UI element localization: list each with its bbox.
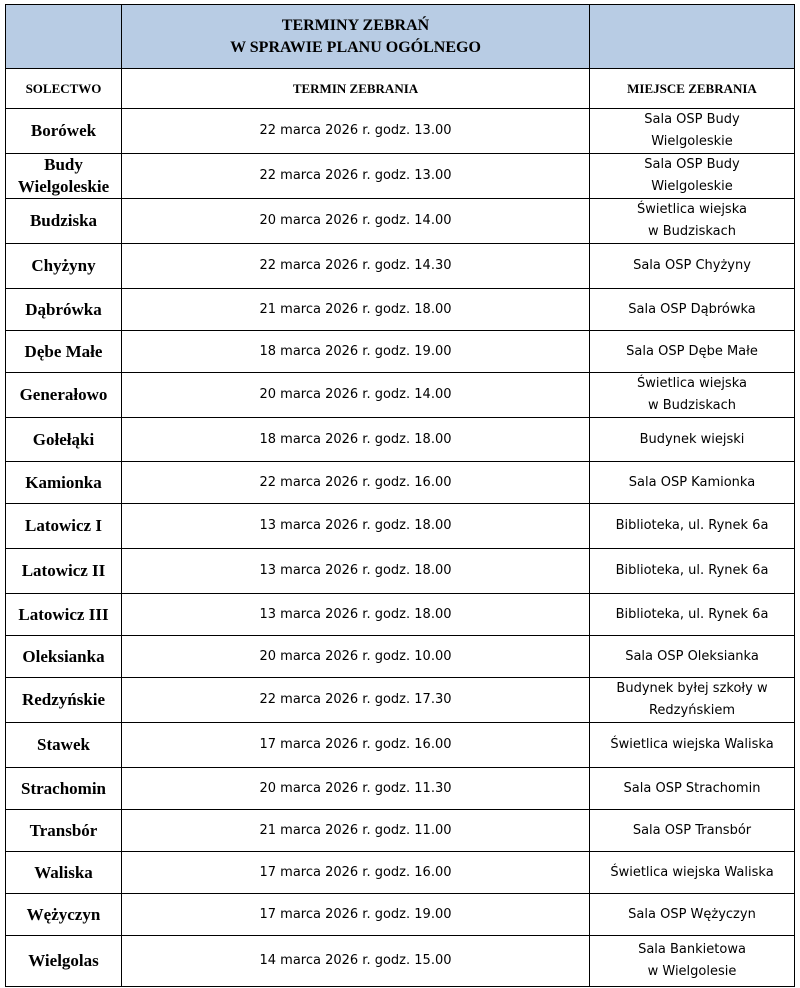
column-header-solectwo: SOLECTWO	[6, 69, 122, 109]
table-row	[6, 894, 795, 936]
termin-cell: 21 marca 2026 r. godz. 11.00	[122, 810, 590, 852]
table-row	[6, 549, 795, 594]
solectwo-cell	[6, 594, 122, 636]
table-row	[6, 936, 795, 987]
solectwo-name-line: Wielgoleskie	[17, 177, 110, 196]
column-header-row	[6, 69, 795, 109]
termin-cell: 20 marca 2026 r. godz. 14.00	[122, 373, 590, 418]
table-row	[6, 504, 795, 549]
miejsce-line: Świetlica wiejska	[637, 202, 747, 217]
termin-cell: 13 marca 2026 r. godz. 18.00	[122, 549, 590, 594]
miejsce-cell	[590, 418, 795, 462]
table-row	[6, 199, 795, 244]
termin-cell: 22 marca 2026 r. godz. 13.00	[122, 154, 590, 199]
solectwo-cell	[6, 504, 122, 549]
solectwo-cell	[6, 894, 122, 936]
solectwo-cell	[6, 636, 122, 678]
solectwo-cell	[6, 936, 122, 987]
solectwo-name: Oleksianka	[22, 646, 105, 666]
table-row	[6, 418, 795, 462]
solectwo-name: Dębe Małe	[24, 341, 103, 361]
table-row	[6, 462, 795, 504]
miejsce-cell	[590, 810, 795, 852]
miejsce-cell	[590, 462, 795, 504]
solectwo-cell	[6, 331, 122, 373]
column-header-miejsce: MIEJSCE ZEBRANIA	[590, 69, 795, 109]
miejsce-line: Sala OSP Budy	[644, 112, 740, 127]
table-title-line-2: W SPRAWIE PLANU OGÓLNEGO	[230, 38, 481, 56]
solectwo-name-line: Budy	[44, 155, 83, 174]
miejsce-cell	[590, 594, 795, 636]
solectwo-name: Borówek	[30, 121, 97, 140]
termin-cell: 17 marca 2026 r. godz. 16.00	[122, 852, 590, 894]
miejsce-line: Biblioteka, ul. Rynek 6a	[615, 606, 769, 622]
solectwo-name: Waliska	[34, 862, 93, 882]
miejsce-line: w Wielgolesie	[647, 964, 737, 979]
miejsce-cell	[590, 723, 795, 768]
miejsce-line: Wielgoleskie	[651, 179, 733, 194]
table-row	[6, 594, 795, 636]
miejsce-line: Biblioteka, ul. Rynek 6a	[615, 563, 769, 578]
header-blank-left	[6, 5, 122, 69]
table-title	[122, 5, 590, 69]
miejsce-line: Świetlica wiejska	[637, 376, 747, 391]
solectwo-name: Wężyczyn	[26, 904, 101, 924]
miejsce-cell	[590, 894, 795, 936]
solectwo-name: Gołełąki	[32, 429, 95, 449]
miejsce-cell	[590, 373, 795, 418]
miejsce-cell	[590, 852, 795, 894]
termin-cell: 20 marca 2026 r. godz. 11.30	[122, 768, 590, 810]
miejsce-line: w Budziskach	[647, 398, 737, 413]
solectwo-cell	[6, 810, 122, 852]
solectwo-cell	[6, 373, 122, 418]
miejsce-line: Wielgoleskie	[651, 134, 733, 149]
miejsce-cell	[590, 768, 795, 810]
termin-cell: 17 marca 2026 r. godz. 19.00	[122, 894, 590, 936]
table-title-line-1: TERMINY ZEBRAŃ	[281, 16, 430, 34]
miejsce-cell	[590, 199, 795, 244]
miejsce-line: Sala Bankietowa	[638, 942, 746, 957]
termin-cell: 20 marca 2026 r. godz. 10.00	[122, 636, 590, 678]
termin-cell: 20 marca 2026 r. godz. 14.00	[122, 199, 590, 244]
miejsce-cell	[590, 154, 795, 199]
termin-cell: 14 marca 2026 r. godz. 15.00	[122, 936, 590, 987]
miejsce-line: Sala OSP Chyżyny	[633, 258, 751, 273]
table-row	[6, 852, 795, 894]
miejsce-cell	[590, 678, 795, 723]
table-row	[6, 678, 795, 723]
solectwo-cell	[6, 199, 122, 244]
table-row	[6, 244, 795, 289]
solectwo-name: Latowicz III	[18, 604, 109, 624]
miejsce-line: Sala OSP Strachomin	[623, 780, 761, 796]
miejsce-line: Sala OSP Transbór	[632, 822, 752, 838]
header-blank-right	[590, 5, 795, 69]
solectwo-cell	[6, 289, 122, 331]
solectwo-cell	[6, 852, 122, 894]
solectwo-name: Chyżyny	[31, 256, 96, 275]
termin-cell: 13 marca 2026 r. godz. 18.00	[122, 504, 590, 549]
solectwo-cell	[6, 768, 122, 810]
miejsce-line: Budynek wiejski	[639, 431, 745, 447]
miejsce-line: w Budziskach	[647, 224, 737, 239]
table-row	[6, 373, 795, 418]
miejsce-line: Świetlica wiejska Waliska	[610, 737, 774, 752]
miejsce-line: Budynek byłej szkoły w	[616, 681, 768, 696]
column-header-termin: TERMIN ZEBRANIA	[122, 69, 590, 109]
solectwo-cell	[6, 678, 122, 723]
solectwo-name: Budziska	[29, 211, 98, 230]
termin-cell: 22 marca 2026 r. godz. 13.00	[122, 109, 590, 154]
solectwo-name: Latowicz II	[21, 561, 106, 580]
table-row	[6, 723, 795, 768]
termin-cell: 22 marca 2026 r. godz. 16.00	[122, 462, 590, 504]
solectwo-cell	[6, 723, 122, 768]
table-row	[6, 289, 795, 331]
solectwo-name: Wielgolas	[28, 951, 99, 970]
solectwo-name: Kamionka	[25, 472, 102, 492]
miejsce-line: Biblioteka, ul. Rynek 6a	[615, 518, 769, 533]
solectwo-name: Transbór	[29, 820, 98, 840]
miejsce-line: Sala OSP Kamionka	[628, 474, 756, 490]
solectwo-name: Redzyńskie	[21, 690, 106, 709]
table-row	[6, 331, 795, 373]
miejsce-cell	[590, 636, 795, 678]
miejsce-cell	[590, 109, 795, 154]
miejsce-line: Sala OSP Wężyczyn	[628, 906, 756, 922]
table-row	[6, 109, 795, 154]
meeting-schedule-table	[5, 4, 795, 987]
title-row	[6, 5, 795, 69]
solectwo-cell	[6, 462, 122, 504]
miejsce-cell	[590, 936, 795, 987]
miejsce-line: Sala OSP Budy	[644, 157, 740, 172]
termin-cell: 21 marca 2026 r. godz. 18.00	[122, 289, 590, 331]
miejsce-cell	[590, 331, 795, 373]
solectwo-cell	[6, 418, 122, 462]
miejsce-cell	[590, 504, 795, 549]
miejsce-line: Świetlica wiejska Waliska	[610, 864, 774, 880]
solectwo-name: Latowicz I	[25, 516, 102, 535]
solectwo-cell	[6, 549, 122, 594]
table-row	[6, 636, 795, 678]
solectwo-cell	[6, 109, 122, 154]
miejsce-cell	[590, 244, 795, 289]
termin-cell: 13 marca 2026 r. godz. 18.00	[122, 594, 590, 636]
table-row	[6, 810, 795, 852]
solectwo-name: Stawek	[37, 735, 90, 754]
solectwo-name: Dąbrówka	[25, 299, 102, 319]
miejsce-line: Sala OSP Dąbrówka	[628, 301, 756, 317]
table-row	[6, 154, 795, 199]
schedule-rows	[6, 109, 795, 987]
termin-cell: 18 marca 2026 r. godz. 18.00	[122, 418, 590, 462]
miejsce-cell	[590, 549, 795, 594]
table-row	[6, 768, 795, 810]
miejsce-cell	[590, 289, 795, 331]
miejsce-line: Sala OSP Oleksianka	[625, 648, 759, 664]
termin-cell: 22 marca 2026 r. godz. 14.30	[122, 244, 590, 289]
miejsce-line: Redzyńskiem	[648, 703, 736, 718]
miejsce-line: Sala OSP Dębe Małe	[626, 343, 758, 359]
termin-cell: 17 marca 2026 r. godz. 16.00	[122, 723, 590, 768]
solectwo-cell	[6, 154, 122, 199]
termin-cell: 18 marca 2026 r. godz. 19.00	[122, 331, 590, 373]
termin-cell: 22 marca 2026 r. godz. 17.30	[122, 678, 590, 723]
solectwo-name: Generałowo	[19, 385, 108, 404]
solectwo-name: Strachomin	[21, 778, 106, 798]
solectwo-cell	[6, 244, 122, 289]
